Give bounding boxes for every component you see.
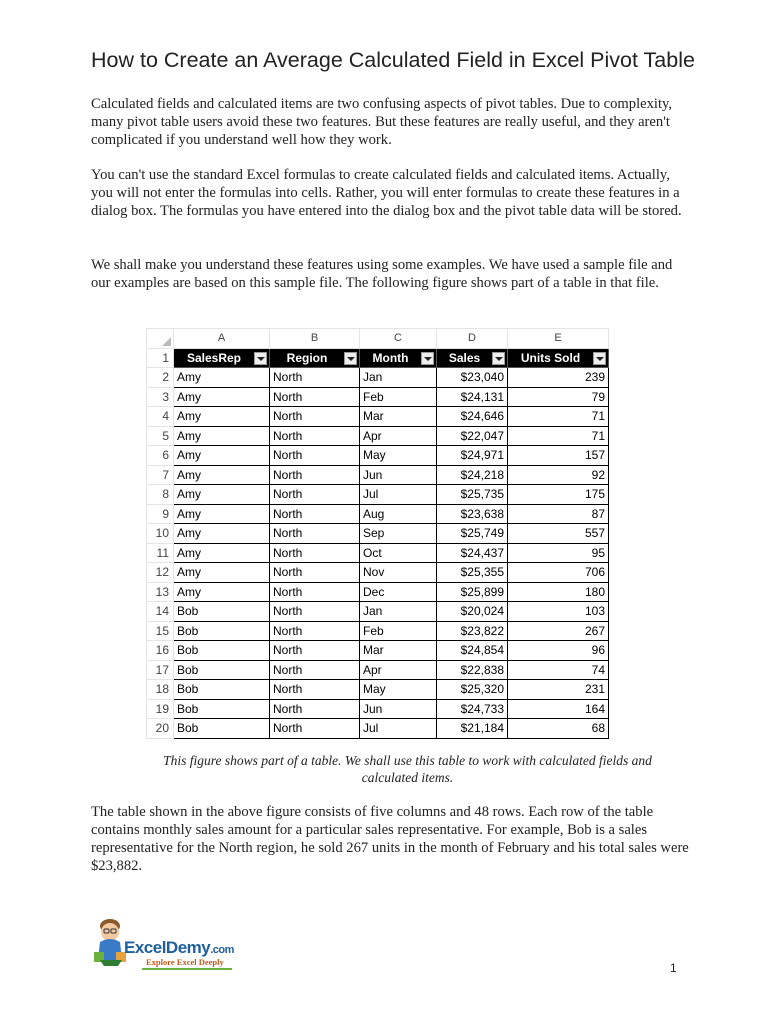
table-row (147, 524, 609, 544)
select-all-triangle-icon (162, 337, 171, 346)
table-cell: North (270, 582, 360, 602)
table-cell: $25,749 (437, 524, 508, 544)
header-cell (174, 348, 270, 368)
table-row (147, 543, 609, 563)
row-number: 20 (147, 719, 174, 739)
table-cell: Nov (360, 563, 437, 583)
header-label: Units Sold (520, 350, 581, 365)
paragraph-intro: Calculated fields and calculated items are two confusing aspects of pivot tables. Due to complexity, many pivot table users avoid these two features. But these features are really useful, and they aren't complicated if you understand well how they work. (91, 96, 673, 148)
table-cell: Jan (360, 368, 437, 388)
table-row (147, 680, 609, 700)
spreadsheet-body (147, 368, 609, 739)
paragraph-examples: We shall make you understand these features using some examples. We have used a sample file and our examples are based on this sample file. The following figure shows part of a table in that file. (91, 257, 673, 291)
table-cell: Amy (174, 465, 270, 485)
table-cell: Jul (360, 719, 437, 739)
table-cell: Sep (360, 524, 437, 544)
table-cell: North (270, 680, 360, 700)
row-number: 16 (147, 641, 174, 661)
row-number: 1 (147, 348, 174, 368)
filter-dropdown-icon[interactable] (421, 352, 434, 365)
table-cell: 239 (508, 368, 609, 388)
figure-caption: This figure shows part of a table. We shall use this table to work with calculated fields and calculated items. (163, 753, 652, 785)
table-cell: Amy (174, 485, 270, 505)
table-cell: Bob (174, 699, 270, 719)
table-cell: $25,735 (437, 485, 508, 505)
table-cell: Amy (174, 543, 270, 563)
table-cell: North (270, 407, 360, 427)
header-row (147, 348, 609, 368)
brand-name (124, 938, 234, 958)
table-cell: 557 (508, 524, 609, 544)
filter-dropdown-icon[interactable] (344, 352, 357, 365)
table-cell: $23,040 (437, 368, 508, 388)
table-cell: Amy (174, 426, 270, 446)
table-cell: 267 (508, 621, 609, 641)
table-cell: North (270, 524, 360, 544)
table-cell: North (270, 660, 360, 680)
table-cell: 92 (508, 465, 609, 485)
row-number: 7 (147, 465, 174, 485)
table-cell: $24,131 (437, 387, 508, 407)
table-cell: $24,854 (437, 641, 508, 661)
table-cell: Apr (360, 660, 437, 680)
table-cell: May (360, 446, 437, 466)
table-cell: 157 (508, 446, 609, 466)
table-cell: $25,355 (437, 563, 508, 583)
column-letter-c: C (360, 329, 437, 349)
table-cell: Amy (174, 407, 270, 427)
table-cell: $22,047 (437, 426, 508, 446)
table-cell: 71 (508, 407, 609, 427)
select-all-corner (147, 329, 174, 349)
table-cell: 103 (508, 602, 609, 622)
brand-suffix: .com (210, 944, 234, 956)
table-row (147, 407, 609, 427)
page-number: 1 (670, 961, 677, 975)
table-cell: North (270, 426, 360, 446)
header-label: Region (286, 350, 328, 365)
header-label: Month (372, 350, 409, 365)
header-cell (270, 348, 360, 368)
row-number: 13 (147, 582, 174, 602)
table-cell: North (270, 387, 360, 407)
table-cell: North (270, 699, 360, 719)
table-cell: $25,320 (437, 680, 508, 700)
table-row (147, 719, 609, 739)
table-cell: 96 (508, 641, 609, 661)
row-number: 11 (147, 543, 174, 563)
table-cell: Mar (360, 407, 437, 427)
row-number: 17 (147, 660, 174, 680)
table-cell: North (270, 368, 360, 388)
column-letter-b: B (270, 329, 360, 349)
page-title: How to Create an Average Calculated Field in Excel Pivot Table (91, 48, 695, 72)
table-row (147, 465, 609, 485)
table-cell: Bob (174, 621, 270, 641)
table-cell: North (270, 602, 360, 622)
row-number: 6 (147, 446, 174, 466)
table-cell: $20,024 (437, 602, 508, 622)
header-label: SalesRep (186, 350, 242, 365)
table-cell: $24,733 (437, 699, 508, 719)
brand-tagline: Explore Excel Deeply (146, 957, 224, 967)
table-cell: Feb (360, 621, 437, 641)
table-cell: 95 (508, 543, 609, 563)
row-number: 10 (147, 524, 174, 544)
filter-dropdown-icon[interactable] (492, 352, 505, 365)
table-row (147, 426, 609, 446)
table-cell: North (270, 719, 360, 739)
table-cell: Bob (174, 660, 270, 680)
header-cell (508, 348, 609, 368)
table-cell: North (270, 446, 360, 466)
row-number: 8 (147, 485, 174, 505)
table-cell: May (360, 680, 437, 700)
table-cell: Jun (360, 465, 437, 485)
table-cell: North (270, 563, 360, 583)
table-row (147, 641, 609, 661)
table-cell: 180 (508, 582, 609, 602)
filter-dropdown-icon[interactable] (254, 352, 267, 365)
column-letter-a: A (174, 329, 270, 349)
table-row (147, 699, 609, 719)
table-cell: 79 (508, 387, 609, 407)
table-row (147, 602, 609, 622)
table-cell: Amy (174, 446, 270, 466)
table-cell: 87 (508, 504, 609, 524)
tagline-underline (142, 968, 232, 970)
table-cell: 706 (508, 563, 609, 583)
table-row (147, 621, 609, 641)
table-cell: 68 (508, 719, 609, 739)
table-row (147, 368, 609, 388)
table-row (147, 387, 609, 407)
table-cell: Dec (360, 582, 437, 602)
table-cell: Bob (174, 680, 270, 700)
table-cell: North (270, 465, 360, 485)
table-cell: Amy (174, 368, 270, 388)
table-cell: 175 (508, 485, 609, 505)
table-row (147, 504, 609, 524)
table-cell: Amy (174, 524, 270, 544)
table-cell: 74 (508, 660, 609, 680)
table-cell: $24,646 (437, 407, 508, 427)
table-cell: Apr (360, 426, 437, 446)
header-label: Sales (448, 350, 481, 365)
table-cell: Feb (360, 387, 437, 407)
table-cell: $23,822 (437, 621, 508, 641)
filter-dropdown-icon[interactable] (593, 352, 606, 365)
table-cell: North (270, 543, 360, 563)
table-cell: Amy (174, 504, 270, 524)
table-cell: 231 (508, 680, 609, 700)
table-cell: North (270, 641, 360, 661)
table-cell: Aug (360, 504, 437, 524)
column-letter-e: E (508, 329, 609, 349)
table-cell: $25,899 (437, 582, 508, 602)
table-cell: North (270, 485, 360, 505)
row-number: 15 (147, 621, 174, 641)
column-letter-d: D (437, 329, 508, 349)
paragraph-formulas: You can't use the standard Excel formulas to create calculated fields and calculated items. Actually, you will not enter the formulas into cells. Rather, you will enter formulas to create these features in a dialog box. The formulas you have entered into the dialog box and the pivot table data will be stored. (91, 167, 682, 219)
table-cell: North (270, 621, 360, 641)
table-cell: Jun (360, 699, 437, 719)
table-row (147, 446, 609, 466)
column-letter-row (147, 329, 609, 349)
row-number: 5 (147, 426, 174, 446)
table-cell: Amy (174, 387, 270, 407)
table-cell: $23,638 (437, 504, 508, 524)
row-number: 12 (147, 563, 174, 583)
table-cell: Amy (174, 582, 270, 602)
table-cell: 164 (508, 699, 609, 719)
table-cell: $21,184 (437, 719, 508, 739)
brand-text: ExcelDemy (124, 938, 211, 957)
table-cell: North (270, 504, 360, 524)
table-cell: 71 (508, 426, 609, 446)
table-cell: Mar (360, 641, 437, 661)
row-number: 9 (147, 504, 174, 524)
table-cell: Bob (174, 641, 270, 661)
table-cell: $24,971 (437, 446, 508, 466)
table-cell: Jul (360, 485, 437, 505)
table-cell: Jan (360, 602, 437, 622)
row-number: 19 (147, 699, 174, 719)
table-cell: $22,838 (437, 660, 508, 680)
table-row (147, 582, 609, 602)
row-number: 2 (147, 368, 174, 388)
table-row (147, 485, 609, 505)
row-number: 4 (147, 407, 174, 427)
header-cell (437, 348, 508, 368)
table-cell: $24,437 (437, 543, 508, 563)
spreadsheet-figure (146, 328, 609, 739)
table-row (147, 660, 609, 680)
table-cell: Bob (174, 719, 270, 739)
row-number: 14 (147, 602, 174, 622)
table-cell: Amy (174, 563, 270, 583)
table-cell: Bob (174, 602, 270, 622)
table-cell: $24,218 (437, 465, 508, 485)
table-row (147, 563, 609, 583)
row-number: 3 (147, 387, 174, 407)
row-number: 18 (147, 680, 174, 700)
paragraph-table-description: The table shown in the above figure consists of five columns and 48 rows. Each row of the table contains monthly sales amount for a particular sales representative. For example, Bob is a sales representative for the North region, he sold 267 units in the month of February and his total sales were $23,882. (91, 804, 689, 874)
header-cell (360, 348, 437, 368)
table-cell: Oct (360, 543, 437, 563)
